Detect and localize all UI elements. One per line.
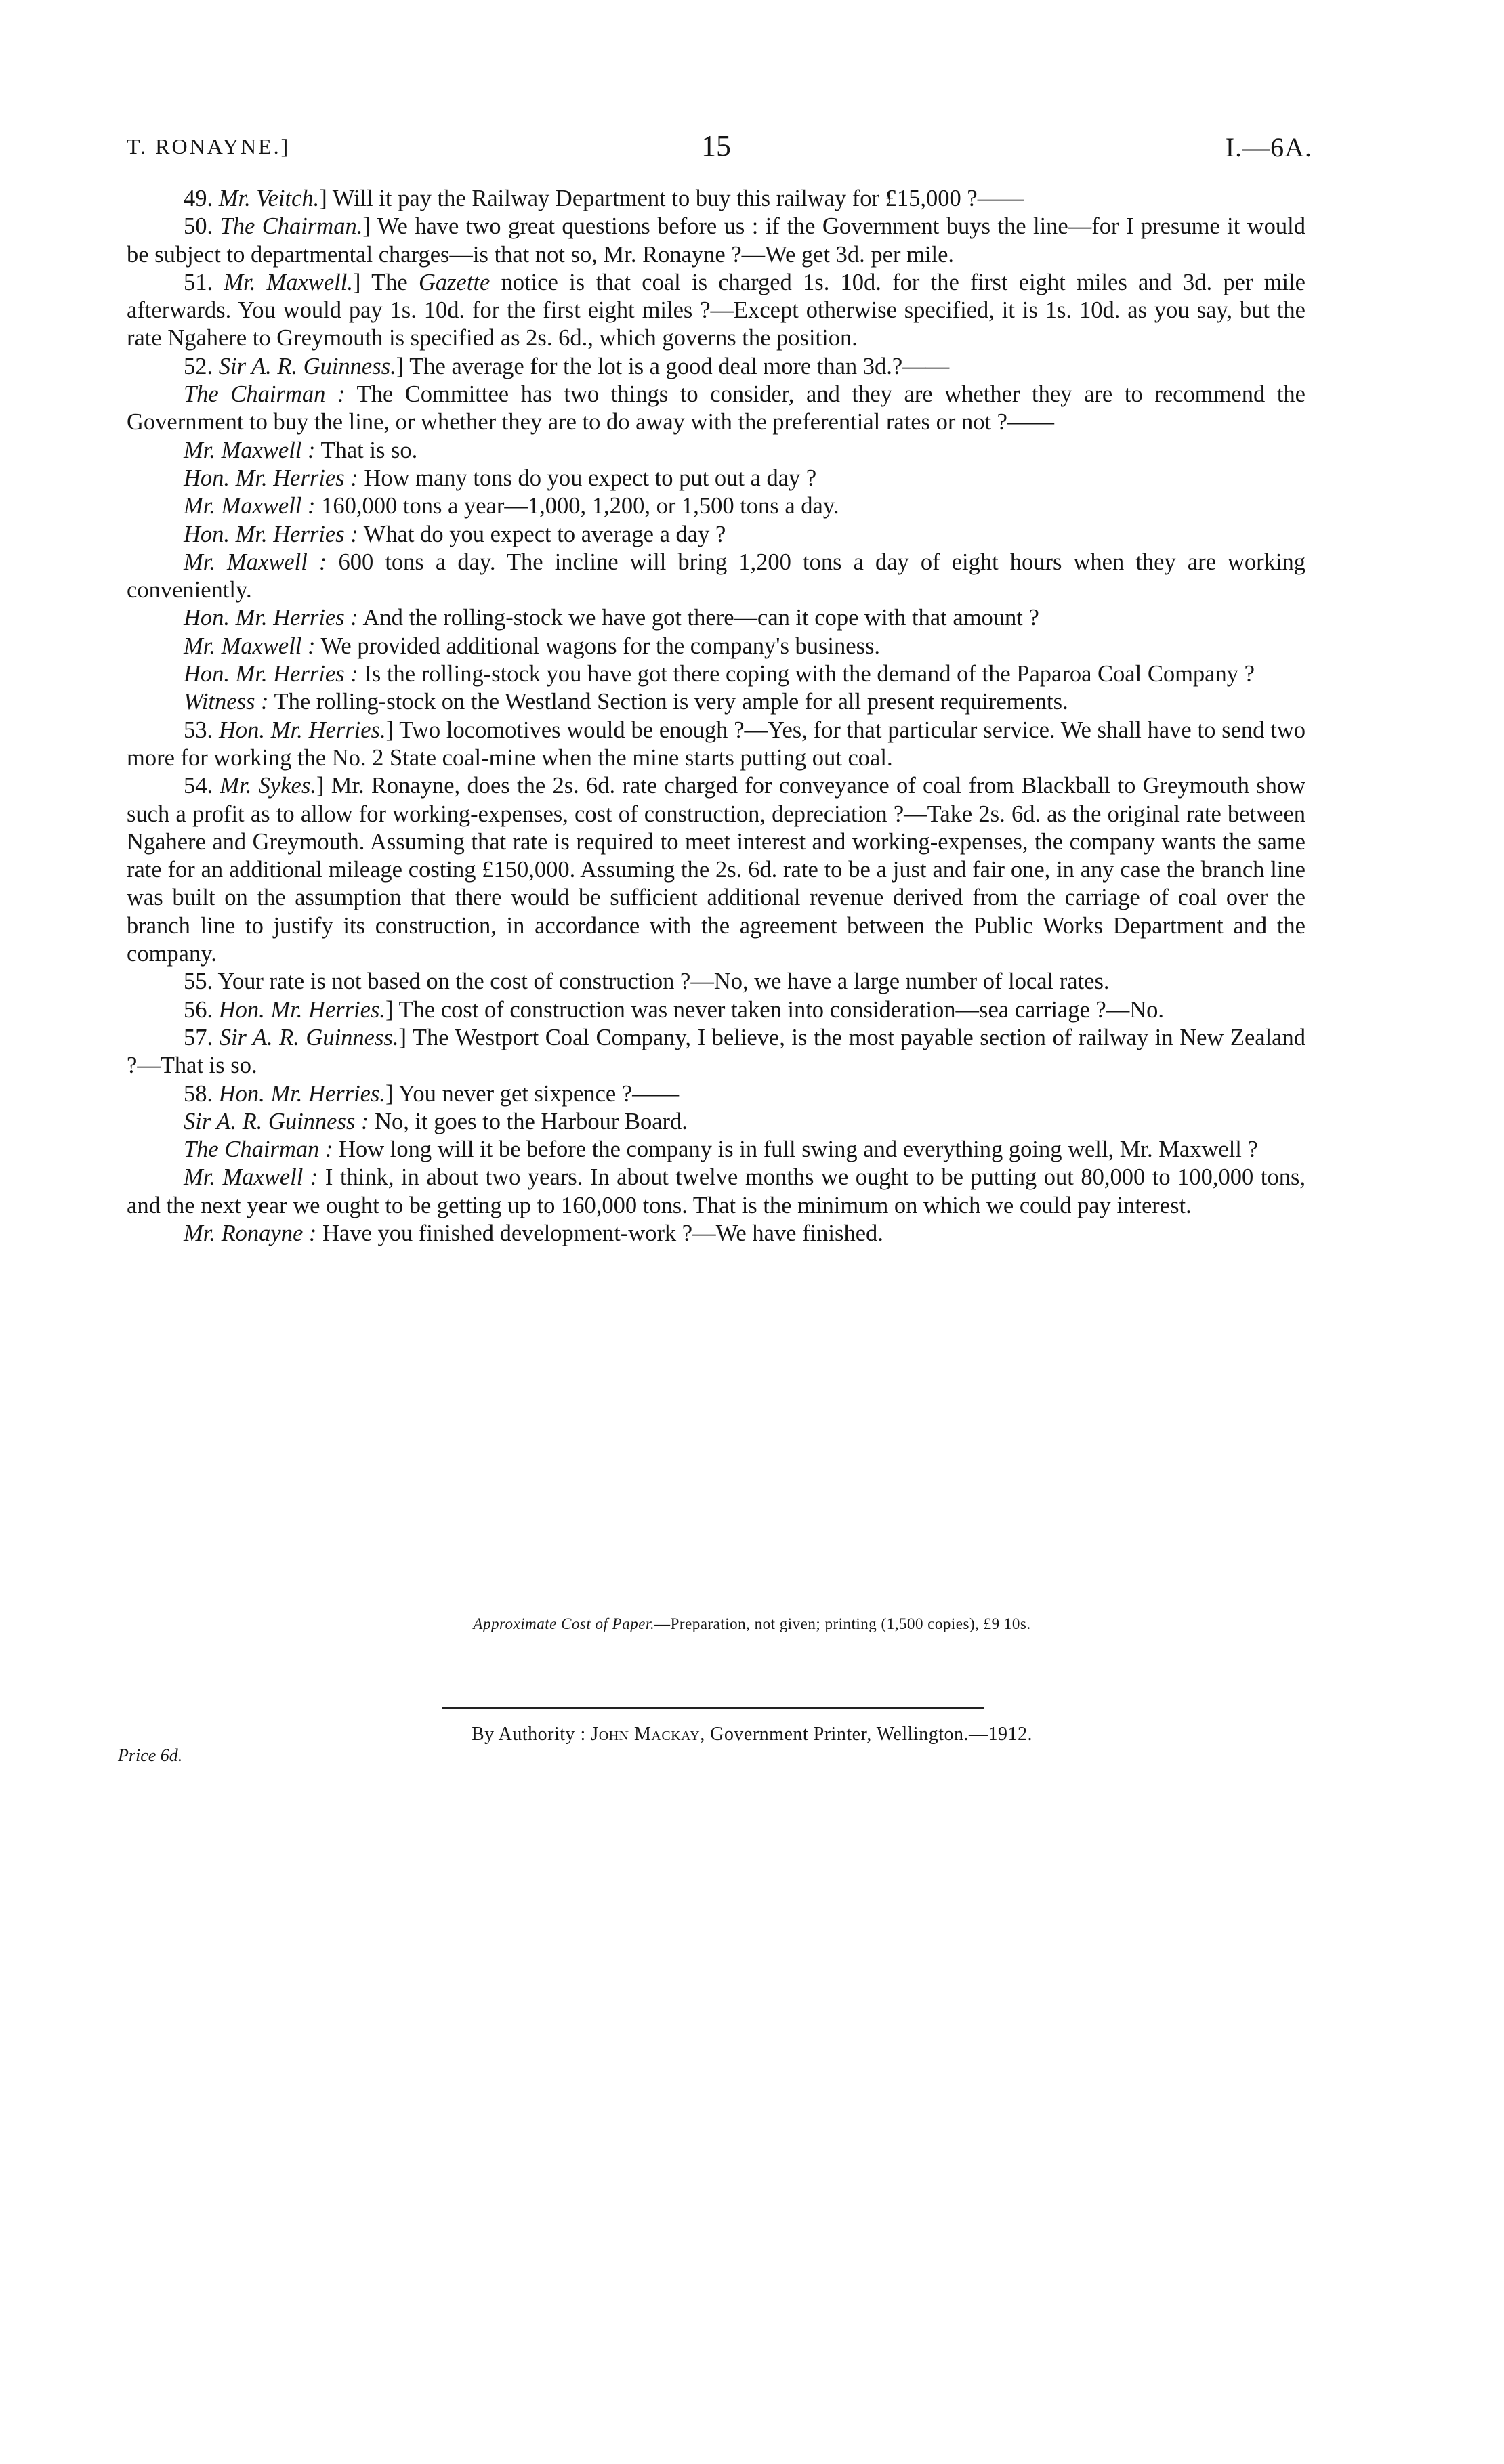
speaker-name: Mr. Maxwell : [184, 437, 316, 463]
evidence-paragraph [127, 660, 1305, 688]
speaker-name: Hon. Mr. Herries. [218, 1080, 386, 1107]
paragraph-text: The Committee has two things to consider, and they are whether they are to recommend the Government to buy the line, or whether they are to do away with the preferential rates or not ?—— [127, 381, 1305, 436]
speaker-name: Mr. Maxwell : [184, 493, 316, 519]
evidence-paragraph [127, 1080, 1305, 1108]
evidence-paragraph [127, 492, 1305, 520]
price-label: Price 6d. [118, 1745, 183, 1765]
evidence-body [127, 185, 1305, 1248]
speaker-name: Mr. Maxwell : [184, 633, 316, 659]
paragraph-text: The rolling-stock on the Westland Section is very ample for all present requirements. [268, 689, 1068, 715]
evidence-paragraph [127, 1108, 1305, 1136]
paragraph-text: And the rolling-stock we have got there—can it cope with that amount ? [358, 605, 1039, 631]
divider-rule [442, 1707, 984, 1709]
paragraph-text: ] The average for the lot is a good deal more than 3d.?—— [396, 353, 950, 379]
evidence-paragraph [127, 1136, 1305, 1164]
evidence-paragraph [127, 185, 1305, 213]
evidence-paragraph [127, 1220, 1305, 1248]
authority-prefix: By Authority : [472, 1724, 591, 1745]
evidence-paragraph [127, 1024, 1305, 1080]
paragraph-text: 55. Your rate is not based on the cost of construction ?—No, we have a large number of local rates. [184, 969, 1110, 995]
speaker-name: Hon. Mr. Herries : [184, 521, 358, 547]
paragraph-text: 160,000 tons a year—1,000, 1,200, or 1,500 tons a day. [315, 493, 839, 519]
paragraph-text: 53. [184, 717, 219, 743]
authority-suffix: , Government Printer, Wellington.—1912. [700, 1724, 1032, 1745]
speaker-name: Hon. Mr. Herries : [184, 465, 358, 491]
paragraph-text: 56. [184, 996, 219, 1023]
evidence-paragraph [127, 213, 1305, 269]
paragraph-text: 54. [184, 773, 220, 799]
speaker-name: Mr. Sykes. [220, 773, 316, 799]
paragraph-text: ] You never get sixpence ?—— [385, 1080, 680, 1107]
paper-reference: I.—6A. [1225, 132, 1312, 163]
header-witness-name: T. RONAYNE.] [127, 134, 291, 158]
paragraph-text: Have you finished development-work ?—We have finished. [316, 1220, 883, 1246]
paragraph-text: ] The [352, 269, 419, 295]
speaker-name: Hon. Mr. Herries : [184, 605, 358, 631]
paragraph-text: 52. [184, 353, 219, 379]
printer-name: John Mackay [591, 1724, 701, 1745]
paragraph-text: ] We have two great questions before us : if the Government buys the line—for I presume it would be subject to departmental charges—is that not so, Mr. Ronayne ?—We get 3d. per mile. [127, 213, 1306, 268]
paragraph-text: No, it goes to the Harbour Board. [369, 1108, 688, 1134]
paragraph-text: notice is that coal is charged 1s. 10d. for the first eight miles and 3d. per mile afterwards. You would pay 1s. 10d. for the first eight miles ?—Except otherwise specified, it is 1s. 10d. as you say, but the rate Ngahere to Greymouth is specified as 2s. 6d., which governs the position. [127, 269, 1305, 352]
speaker-name: Mr. Veitch. [218, 186, 320, 211]
speaker-name: Sir A. R. Guinness : [184, 1108, 369, 1134]
paragraph-text: 50. [184, 213, 220, 240]
paragraph-text: 57. [184, 1024, 220, 1050]
paragraph-text: ] Two locomotives would be enough ?—Yes, for that particular service. We shall have to send two more for working the No. 2 State coal-mine when the mine starts putting out coal. [127, 717, 1305, 771]
paragraph-text: Is the rolling-stock you have got there coping with the demand of the Paparoa Coal Company ? [358, 661, 1255, 687]
speaker-name: Hon. Mr. Herries. [218, 996, 386, 1023]
paragraph-text: ] The cost of construction was never taken into consideration—sea carriage ?—No. [385, 996, 1165, 1023]
paragraph-text: We provided additional wagons for the company's business. [315, 633, 881, 659]
evidence-paragraph [127, 688, 1305, 716]
paragraph-text: 51. [184, 269, 224, 295]
speaker-name: Mr. Maxwell : [184, 1164, 318, 1191]
printer-imprint [0, 1724, 1504, 1745]
evidence-paragraph [127, 465, 1305, 492]
speaker-name: Hon. Mr. Herries. [218, 717, 386, 743]
paragraph-text: That is so. [315, 437, 418, 463]
paragraph-text: ] The Westport Coal Company, I believe, is the most payable section of railway in New Zealand ?—That is so. [127, 1024, 1305, 1079]
evidence-paragraph [127, 353, 1305, 381]
evidence-paragraph [127, 381, 1305, 437]
cost-label: Approximate Cost of Paper. [473, 1615, 655, 1632]
speaker-name: The Chairman : [184, 381, 346, 408]
paragraph-text: ] Will it pay the Railway Department to buy this railway for £15,000 ?—— [319, 186, 1024, 211]
evidence-paragraph [127, 549, 1305, 605]
evidence-paragraph [127, 521, 1305, 549]
speaker-name: Sir A. R. Guinness. [218, 353, 396, 379]
page-header [127, 129, 1312, 169]
paragraph-text: 49. [184, 186, 219, 211]
paragraph-text: What do you expect to average a day ? [358, 521, 726, 547]
paragraph-text: How long will it be before the company is in full swing and everything going well, Mr. Maxwell ? [333, 1137, 1258, 1163]
paragraph-text: ] Mr. Ronayne, does the 2s. 6d. rate charged for conveyance of coal from Blackball to Greymouth show such a profit as to allow for working-expenses, cost of construction, depreciation ?—Take 2s. 6d. as the original rate between Ngahere and Greymouth. Assuming that rate is required to meet interest and working-expenses, the company wants the same rate for an additional mileage costing £150,000. Assuming the 2s. 6d. rate to be a just and fair one, in any case the branch line was built on the assumption that there would be sufficient additional revenue derived from the carriage of coal over the branch line to justify its construction, in accordance with the agreement between the Public Works Department and the company. [127, 773, 1305, 967]
speaker-name: Mr. Maxwell : [184, 549, 327, 575]
cost-text: —Preparation, not given; printing (1,500 copies), £9 10s. [654, 1615, 1031, 1632]
evidence-paragraph [127, 633, 1305, 660]
speaker-name: Witness : [184, 689, 269, 715]
evidence-paragraph [127, 717, 1305, 773]
evidence-paragraph [127, 604, 1305, 632]
page-number: 15 [701, 129, 731, 163]
evidence-paragraph [127, 772, 1305, 968]
speaker-name: Mr. Ronayne : [184, 1220, 317, 1246]
speaker-name: Sir A. R. Guinness. [219, 1024, 399, 1050]
evidence-paragraph [127, 968, 1305, 996]
speaker-name: The Chairman : [184, 1137, 333, 1163]
evidence-paragraph [127, 1164, 1305, 1220]
evidence-paragraph [127, 437, 1305, 465]
speaker-name: The Chairman. [220, 213, 363, 240]
speaker-name: Hon. Mr. Herries : [184, 661, 358, 687]
speaker-name: Gazette [418, 269, 490, 295]
evidence-paragraph [127, 269, 1305, 353]
speaker-name: Mr. Maxwell. [224, 269, 353, 295]
evidence-paragraph [127, 996, 1305, 1024]
paragraph-text: 600 tons a day. The incline will bring 1,200 tons a day of eight hours when they are working conveniently. [127, 549, 1305, 603]
paragraph-text: 58. [184, 1080, 219, 1107]
paragraph-text: I think, in about two years. In about twelve months we ought to be putting out 80,000 to 100,000 tons, and the next year we ought to be getting up to 160,000 tons. That is the minimum on which we could pay interest. [127, 1164, 1305, 1218]
paper-cost-note [0, 1615, 1504, 1633]
paragraph-text: How many tons do you expect to put out a day ? [358, 465, 817, 491]
